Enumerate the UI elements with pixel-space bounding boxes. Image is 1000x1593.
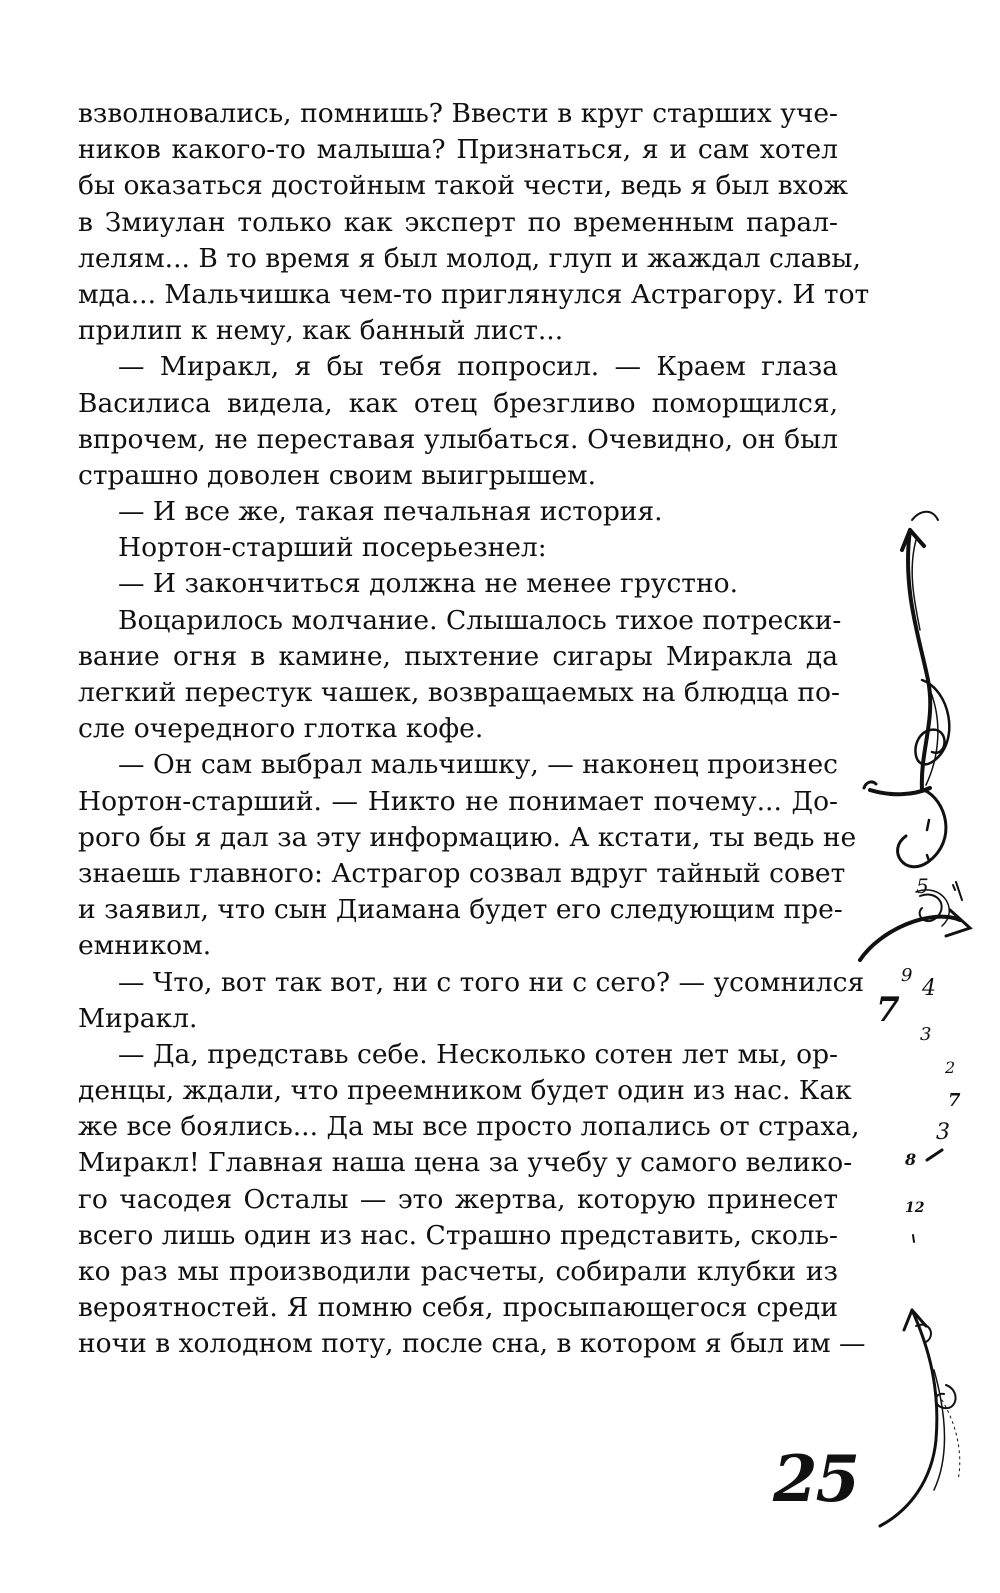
ornament-numeral: 7 — [876, 990, 900, 1030]
page-number: 25 — [773, 1442, 859, 1517]
text-line: легкий перестук чашек, возвращаемых на блюдца по- — [78, 677, 840, 708]
text-line: — Да, представь себе. Несколько сотен лет мы, ор- — [118, 1038, 838, 1070]
text-line: Миракл! Главная наша цена за учебу у самого велико- — [78, 1147, 853, 1179]
text-line: — И все же, такая печальная история. — [118, 496, 663, 528]
text-line: — И закончиться должна не менее грустно. — [118, 568, 739, 600]
text-line: прилип к нему, как банный лист... — [78, 315, 564, 347]
text-line: мда... Мальчишка чем-то приглянулся Астрагору. И тот — [78, 278, 870, 310]
ornament-numeral: 3 — [936, 1120, 950, 1145]
page-body-text — [78, 96, 870, 1363]
text-line: ников какого-то малыша? Признаться, я и сам хотел — [78, 134, 838, 166]
text-line: знаешь главного: Астрагор созвал вдруг тайный совет — [78, 857, 846, 889]
text-line: всего лишь один из нас. Страшно представить, сколь- — [78, 1219, 838, 1251]
text-line: Воцарилось молчание. Слышалось тихое потрески- — [118, 604, 842, 636]
text-line: Нортон-старший посерьезнел: — [118, 532, 547, 564]
ornament-numeral: 5 — [916, 874, 929, 898]
text-line: ночи в холодном поту, после сна, в котором я был им — — [78, 1328, 866, 1360]
text-line: вероятностей. Я помню себя, просыпающегося среди — [78, 1292, 838, 1324]
text-line: Миракл. — [78, 1002, 198, 1034]
text-line: страшно доволен своим выигрышем. — [78, 459, 597, 491]
text-line: бы оказаться достойным такой чести, ведь я был вхож — [78, 170, 848, 202]
ornament-numeral: 9 — [901, 965, 913, 986]
ornament-numeral: 4 — [922, 976, 936, 1001]
ornament-numeral: 2 — [945, 1058, 956, 1077]
text-line: Нортон-старший. — Никто не понимает почему... До- — [78, 785, 838, 817]
ornament-numeral: 12 — [905, 1200, 925, 1216]
text-line: ко раз мы производили расчеты, собирали клубки из — [78, 1256, 838, 1287]
ornament-numeral: 3 — [920, 1024, 932, 1045]
ornament-drawing — [850, 490, 990, 1550]
text-line: же все боялись... Да мы все просто лопались от страха, — [78, 1111, 860, 1143]
text-line: впрочем, не переставая улыбаться. Очевидно, он был — [78, 423, 838, 455]
text-line: лелям... В то время я был молод, глуп и жаждал славы, — [78, 242, 861, 274]
text-line: — Что, вот так вот, ни с того ни с сего? — усомнился — [118, 966, 865, 998]
text-line: взволновались, помнишь? Ввести в круг старших уче- — [78, 98, 838, 129]
text-line: емником. — [78, 930, 212, 962]
text-line: вание огня в камине, пыхтение сигары Миракла да — [78, 640, 838, 672]
text-line: денцы, ждали, что преемником будет один из нас. Как — [78, 1075, 852, 1107]
text-line: рого бы я дал за эту информацию. А кстати, ты ведь не — [78, 821, 857, 853]
text-line: — Миракл, я бы тебя попросил. — Краем глаза — [118, 351, 838, 383]
ornament-numeral: 7 — [948, 1090, 961, 1111]
ornament-numeral: 8 — [905, 1150, 917, 1169]
text-line: Василиса видела, как отец брезгливо поморщился, — [78, 387, 838, 419]
text-line: — Он сам выбрал мальчишку, — наконец произнес — [118, 749, 838, 781]
text-line: в Змиулан только как эксперт по временным парал- — [78, 206, 838, 238]
text-line: и заявил, что сын Диамана будет его следующим пре- — [78, 894, 843, 926]
clock-swirl-ornament-icon — [850, 490, 990, 1550]
text-line: сле очередного глотка кофе. — [78, 713, 484, 745]
text-line: го часодея Осталы — это жертва, которую принесет — [78, 1183, 838, 1215]
